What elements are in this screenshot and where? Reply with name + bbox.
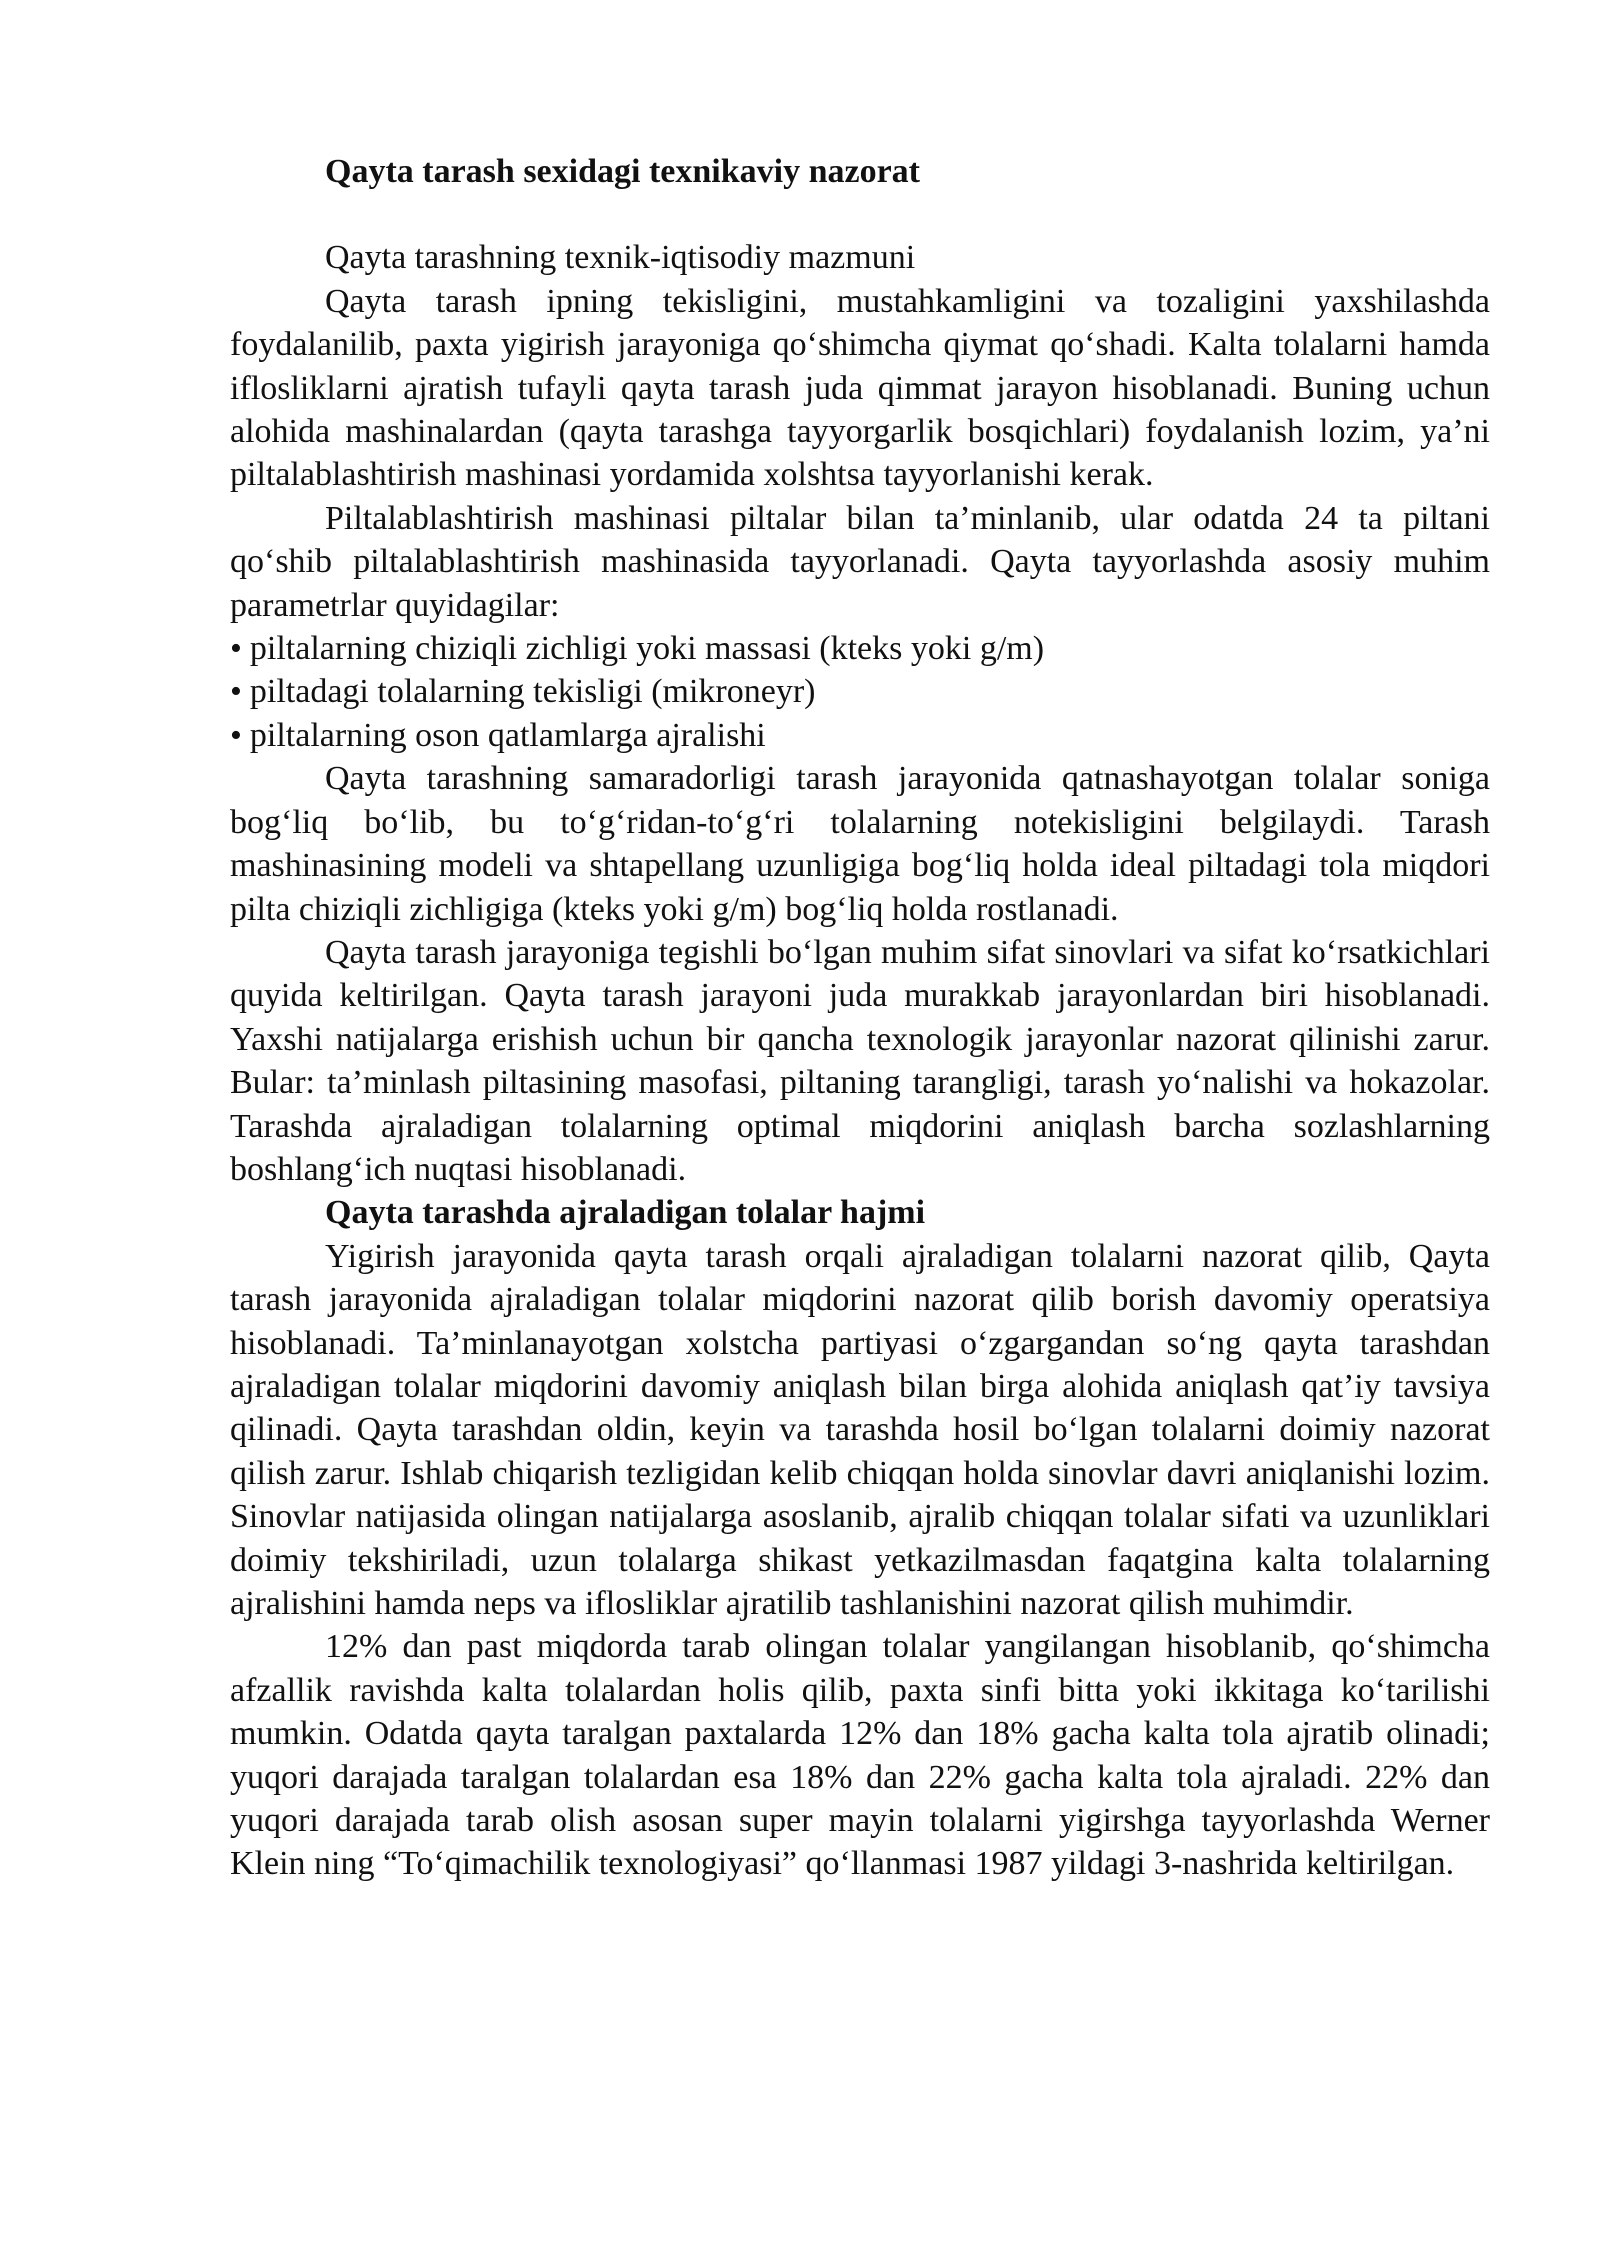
paragraph-6: 12% dan past miqdorda tarab olingan tolalar yangilangan hisoblanib, qo‘shimcha afzallik ravishda kalta tolalardan holis qilib, paxta sinfi bitta yoki ikkitaga ko‘tarilishi mumkin. Odatda qayta taralgan paxtalarda 12% dan 18% gacha kalta tola ajratib olinadi; yuqori darajada taralgan tolalardan esa 18% dan 22% gacha kalta tola ajraladi. 22% dan yuqori darajada tarab olish asosan super mayin tolalarni yigirshga tayyorlashda Werner Klein ning “To‘qimachilik texnologiyasi” qo‘llanmasi 1987 yildagi 3-nashrida keltirilgan.: [230, 1628, 1490, 1883]
paragraph-3: Qayta tarashning samaradorligi tarash jarayonida qatnashayotgan tolalar soniga bog‘liq bo‘lib, bu to‘g‘ridan-to‘g‘ri tolalarning notekisligini belgilaydi. Tarash mashinasining modeli va shtapellang uzunligiga bog‘liq holda ideal piltadagi tola miqdori pilta chiziqli zichligiga (kteks yoki g/m) bog‘liq holda rostlanadi.: [230, 760, 1490, 928]
section-heading-economics: Qayta tarashning texnik-iqtisodiy mazmuni: [325, 239, 916, 277]
list-item: [230, 714, 1490, 757]
parameter-list: [230, 627, 1490, 757]
document-title: Qayta tarash sexidagi texnikaviy nazorat: [325, 153, 920, 190]
list-item: [230, 627, 1490, 670]
paragraph-2: Piltalablashtirish mashinasi piltalar bilan ta’minlanib, ular odatda 24 ta piltani qo‘shib piltalablashtirish mashinasida tayyorlanadi. Qayta tayyorlashda asosiy muhim parametrlar quyidagilar:: [230, 499, 1490, 624]
paragraph-4: Qayta tarash jarayoniga tegishli bo‘lgan muhim sifat sinovlari va sifat ko‘rsatkichlari quyida keltirilgan. Qayta tarash jarayoni juda murakkab jarayonlardan biri hisoblanadi. Yaxshi natijalarga erishish uchun bir qancha texnologik jarayonlar nazorat qilinishi zarur. Bular: ta’minlash piltasining masofasi, piltaning tarangligi, tarash yo‘nalishi va hokazolar. Tarashda ajraladigan tolalarning optimal miqdorini aniqlash barcha sozlashlarning boshlang‘ich nuqtasi hisoblanadi.: [230, 933, 1490, 1188]
document-page: [230, 150, 1490, 1886]
bullet-icon: •: [230, 673, 242, 711]
paragraph-1: Qayta tarash ipning tekisligini, mustahkamligini va tozaligini yaxshilashda foydalanilib, paxta yigirish jarayoniga qo‘shimcha qiymat qo‘shadi. Kalta tolalarni hamda iflosliklarni ajratish tufayli qayta tarash juda qimmat jarayon hisoblanadi. Buning uchun alohida mashinalardan (qayta tarashga tayyorgarlik bosqichlari) foydalanish lozim, ya’ni piltalablashtirish mashinasi yordamida xolshtsa tayyorlanishi kerak.: [230, 282, 1490, 494]
bullet-icon: •: [230, 716, 242, 754]
list-item: [230, 670, 1490, 713]
list-item-text: piltalarning oson qatlamlarga ajralishi: [249, 716, 766, 754]
paragraph-5: Yigirish jarayonida qayta tarash orqali ajraladigan tolalarni nazorat qilib, Qayta tarash jarayonida ajraladigan tolalar miqdorini nazorat qilib borish davomiy operatsiya hisoblanadi. Ta’minlanayotgan xolstcha partiyasi o‘zgargandan so‘ng qayta tarashdan ajraladigan tolalar miqdorini davomiy aniqlash bilan birga alohida aniqlash qat’iy tavsiya qilinadi. Qayta tarashdan oldin, keyin va tarashda hosil bo‘lgan tolalarni doimiy nazorat qilish zarur. Ishlab chiqarish tezligidan kelib chiqqan holda sinovlar davri aniqlanishi lozim. Sinovlar natijasida olingan natijalarga asoslanib, ajralib chiqqan tolalar sifati va uzunliklari doimiy tekshiriladi, uzun tolalarga shikast yetkazilmasdan faqatgina kalta tolalarning ajralishini hamda neps va iflosliklar ajratilib tashlanishini nazorat qilish muhimdir.: [230, 1237, 1490, 1622]
list-item-text: piltadagi tolalarning tekisligi (mikroneyr): [249, 673, 816, 711]
list-item-text: piltalarning chiziqli zichligi yoki massasi (kteks yoki g/m): [249, 630, 1045, 668]
section-heading-fiber-volume: Qayta tarashda ajraladigan tolalar hajmi: [325, 1194, 926, 1232]
bullet-icon: •: [230, 630, 242, 668]
